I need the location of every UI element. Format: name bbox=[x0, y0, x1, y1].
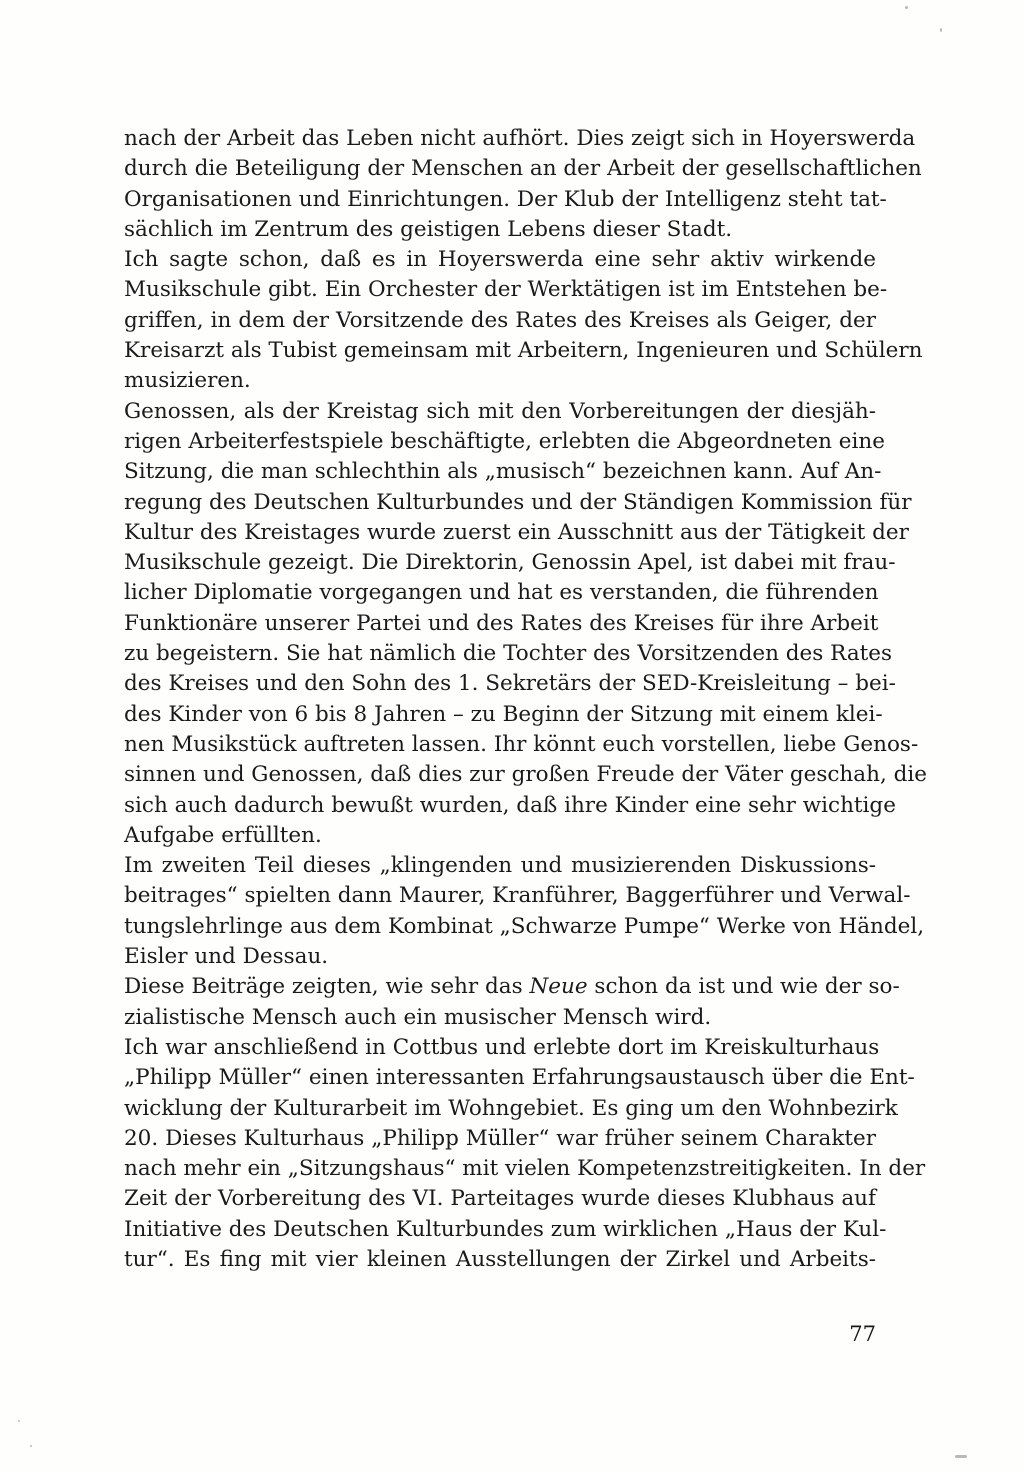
text-line: regung des Deutschen Kulturbundes und der Ständigen Kommission für bbox=[124, 489, 912, 515]
text-line: Musikschule gibt. Ein Orchester der Werktätigen ist im Entstehen be- bbox=[124, 277, 888, 303]
text-line: Kultur des Kreistages wurde zuerst ein Ausschnitt aus der Tätigkeit der bbox=[124, 519, 909, 545]
scan-speck bbox=[940, 28, 942, 32]
text-line: „Philipp Müller“ einen interessanten Erfahrungsaustausch über die Ent- bbox=[124, 1065, 915, 1091]
text-line: Ich sagte schon, daß es in Hoyerswerda eine sehr aktiv wirkende bbox=[124, 247, 876, 273]
text-line: tur“. Es fing mit vier kleinen Ausstellungen der Zirkel und Arbeits- bbox=[124, 1246, 876, 1272]
text-line: durch die Beteiligung der Menschen an der Arbeit der gesellschaftlichen bbox=[124, 156, 922, 182]
text-line: Eisler und Dessau. bbox=[124, 944, 329, 970]
text-line: sich auch dadurch bewußt wurden, daß ihre Kinder eine sehr wichtige bbox=[124, 792, 896, 818]
text-line: Im zweiten Teil dieses „klingenden und musizierenden Diskussions- bbox=[124, 853, 876, 879]
text-line: sächlich im Zentrum des geistigen Lebens dieser Stadt. bbox=[124, 216, 733, 242]
text-line: zu begeistern. Sie hat nämlich die Tochter des Vorsitzenden des Rates bbox=[124, 641, 893, 667]
text-line: tungslehrlinge aus dem Kombinat „Schwarze Pumpe“ Werke von Händel, bbox=[124, 913, 925, 939]
page-number: 77 bbox=[849, 1322, 876, 1346]
text-line: sinnen und Genossen, daß dies zur großen Freude der Väter geschah, die bbox=[124, 762, 927, 788]
text-line: des Kinder von 6 bis 8 Jahren – zu Beginn der Sitzung mit einem klei- bbox=[124, 701, 883, 727]
text-line: zialistische Mensch auch ein musischer Mensch wird. bbox=[124, 1004, 712, 1030]
text-line: Aufgabe erfüllten. bbox=[124, 822, 322, 848]
text-line: Genossen, als der Kreistag sich mit den Vorbereitungen der diesjäh- bbox=[124, 398, 876, 424]
text-line: Initiative des Deutschen Kulturbundes zum wirklichen „Haus der Kul- bbox=[124, 1216, 887, 1242]
text-line: des Kreises und den Sohn des 1. Sekretärs der SED-Kreisleitung – bei- bbox=[124, 671, 896, 697]
text-line: nach der Arbeit das Leben nicht aufhört. Dies zeigt sich in Hoyerswerda bbox=[124, 126, 916, 151]
text-line: Zeit der Vorbereitung des VI. Parteitages wurde dieses Klubhaus auf bbox=[124, 1186, 876, 1212]
text-line: nach mehr ein „Sitzungshaus“ mit vielen Kompetenzstreitigkeiten. In der bbox=[124, 1156, 926, 1182]
text-line: rigen Arbeiterfestspiele beschäftigte, erlebten die Abgeordneten eine bbox=[124, 428, 885, 454]
scan-speck bbox=[30, 1445, 32, 1447]
scan-speck bbox=[955, 1455, 967, 1458]
text-line: wicklung der Kulturarbeit im Wohngebiet. Es ging um den Wohnbezirk bbox=[124, 1095, 898, 1121]
text-line: Diese Beiträge zeigten, wie sehr das Neue schon da ist und wie der so- bbox=[124, 974, 900, 1000]
text-line: Musikschule gezeigt. Die Direktorin, Genossin Apel, ist dabei mit frau- bbox=[124, 550, 896, 576]
text-line: Sitzung, die man schlechthin als „musisch“ bezeichnen kann. Auf An- bbox=[124, 459, 882, 485]
text-line: 20. Dieses Kulturhaus „Philipp Müller“ war früher seinem Charakter bbox=[124, 1125, 876, 1151]
text-line: Ich war anschließend in Cottbus und erlebte dort im Kreiskulturhaus bbox=[124, 1034, 880, 1060]
text-line: griffen, in dem der Vorsitzende des Rates des Kreises als Geiger, der bbox=[124, 307, 876, 333]
text-line: beitrages“ spielten dann Maurer, Kranführer, Baggerführer und Verwal- bbox=[124, 883, 911, 909]
text-line: musizieren. bbox=[124, 368, 251, 394]
text-line: Funktionäre unserer Partei und des Rates des Kreises für ihre Arbeit bbox=[124, 610, 879, 636]
text-line: licher Diplomatie vorgegangen und hat es verstanden, die führenden bbox=[124, 580, 879, 606]
text-line: Organisationen und Einrichtungen. Der Klub der Intelligenz steht tat- bbox=[124, 186, 887, 212]
body-text bbox=[124, 124, 927, 1275]
text-line: nen Musikstück auftreten lassen. Ihr könnt euch vorstellen, liebe Genos- bbox=[124, 731, 919, 757]
scan-speck bbox=[18, 1420, 20, 1422]
scan-speck bbox=[905, 6, 908, 9]
text-line: Kreisarzt als Tubist gemeinsam mit Arbeitern, Ingenieuren und Schülern bbox=[124, 338, 923, 364]
